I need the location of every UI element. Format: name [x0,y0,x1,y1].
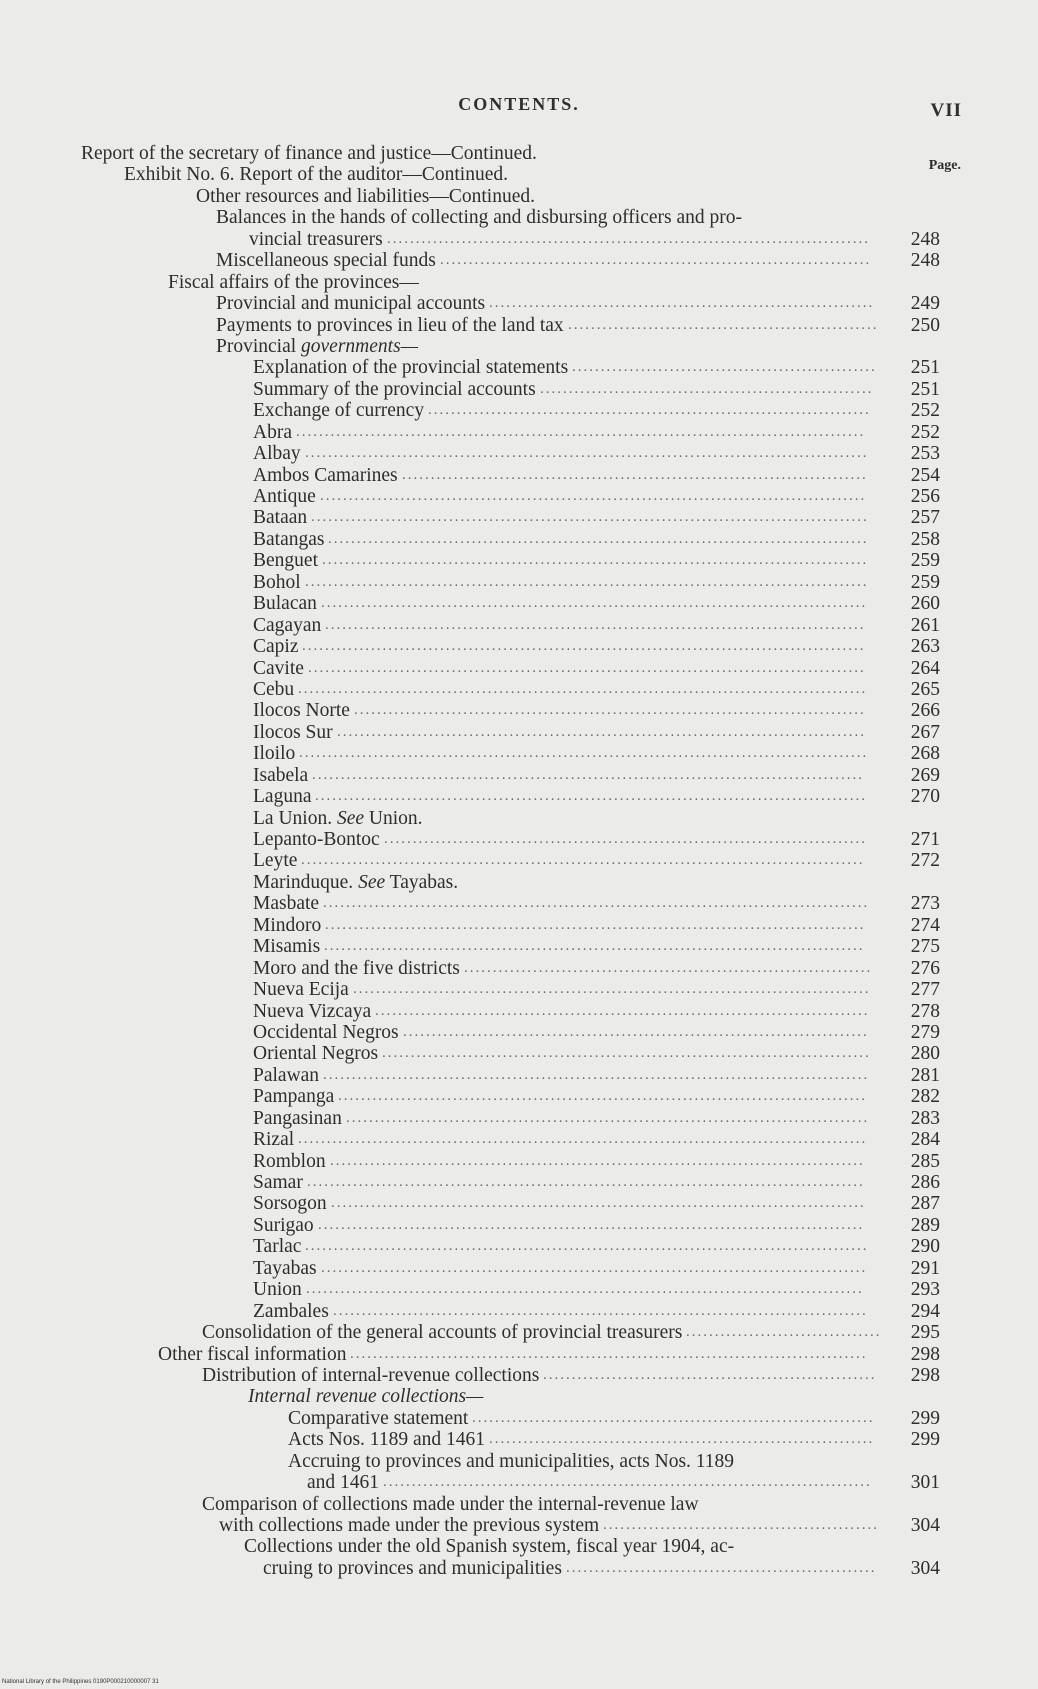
toc-entry [0,1236,1038,1257]
toc-page-number: 248 [910,250,940,272]
toc-entry [0,1151,1038,1172]
dot-leader: ................................................................... [489,1431,875,1448]
toc-entry-title: Consolidation of the general accounts of provincial treasurers [202,1322,683,1344]
toc-entry [0,486,1038,507]
dot-leader: .............................................................................................. [325,616,866,633]
toc-entry-title: Oriental Negros [253,1043,379,1065]
dot-leader: ..................................................................................... [382,1045,871,1062]
toc-page-number: 276 [910,957,940,979]
toc-entry [0,1022,1038,1043]
dot-leader: .................................................................................................. [305,445,869,462]
toc-page-number: 251 [910,378,940,400]
toc-entry [0,1129,1038,1150]
toc-entry-title [216,336,418,357]
toc-entry [0,1451,1038,1472]
toc-entry [0,229,1038,250]
toc-entry-title: vincial treasurers [249,228,383,250]
toc-entry-title: Union [253,1279,302,1301]
dot-leader: ........................................................................... [440,252,872,269]
dot-leader: .................................................................................... [387,230,870,247]
toc-page-number: 268 [910,743,940,765]
toc-page-number: 281 [910,1064,940,1086]
toc-page-number: 282 [910,1086,940,1108]
toc-entry [0,550,1038,571]
dot-leader: ............................................................................................... [323,1066,870,1083]
dot-leader: .......................................................................................... [353,981,871,998]
dot-leader: ................................................................... [489,295,875,312]
toc-entry-title: with collections made under the previous system [219,1515,600,1536]
dot-leader: ..................................................................................... [383,1474,872,1491]
toc-entry-title: Exhibit No. 6. Report of the auditor—Continued. [124,164,508,186]
toc-entry [0,679,1038,700]
toc-entry [0,958,1038,979]
toc-page-number: 270 [910,786,940,808]
see-reference: See [336,807,365,829]
toc-entry-title: Ilocos Norte [253,700,350,722]
toc-entry [0,1108,1038,1129]
toc-entry-title: Cebu [253,678,295,700]
dot-leader: ............................................................................................. [331,1195,866,1212]
toc-page-number: 259 [910,571,940,593]
toc-entry [0,1215,1038,1236]
dot-leader: .................................................................................................. [302,638,866,655]
toc-entry [0,1301,1038,1322]
toc-entry-title: Palawan [253,1064,320,1086]
toc-entry [0,1001,1038,1022]
toc-page-number: 249 [910,293,940,315]
toc-entry [0,507,1038,528]
toc-entry-main: Marinduque. [253,871,354,893]
toc-entry-title: Exchange of currency [253,400,425,422]
dot-leader: ............................................................................................... [321,595,868,612]
toc-page-number: 299 [910,1407,940,1429]
dot-leader: .................................................................................................. [305,1238,869,1255]
dot-leader: ............................................................................................... [321,1259,868,1276]
toc-entry [0,186,1038,207]
dot-leader: ................................................................................................... [298,1131,868,1148]
toc-entry-title: Romblon [253,1150,326,1172]
dot-leader: ...................................................................................... [375,1002,870,1019]
dot-leader: ............................................................................................... [320,488,867,504]
toc-entry-main: Provincial [216,335,302,357]
toc-entry-title: Rizal [253,1129,295,1151]
toc-entry-title: Masbate [253,893,320,915]
dot-leader: .............................................................................................. [328,530,869,547]
dot-leader: ............................................................................................ [337,723,866,740]
toc-entry-title: Capiz [253,636,299,658]
toc-entry-title: Mindoro [253,914,322,936]
dot-leader: ............................................................................................. [333,1302,868,1319]
toc-entry-title: Ambos Camarines [253,464,398,486]
toc-entry [0,143,1038,164]
toc-entry [0,872,1038,893]
toc-entry [0,743,1038,764]
dot-leader: ................................................................................................. [307,1174,865,1190]
toc-entry-title: Cagayan [253,614,322,636]
toc-entry [0,164,1038,185]
toc-entry [0,1193,1038,1214]
toc-entry [0,379,1038,400]
toc-entry-title: Lepanto-Bontoc [253,829,380,850]
toc-page-number: 259 [910,550,940,572]
toc-entry-title: Report of the secretary of finance and justice—Continued. [81,143,537,164]
toc-entry [0,615,1038,636]
dot-leader: .................................................................................... [384,831,867,847]
toc-entry-title: Fiscal affairs of the provinces— [168,271,419,293]
toc-entry [0,336,1038,357]
toc-entry-title: Summary of the provincial accounts [253,378,536,400]
toc-entry-title: Tarlac [253,1236,302,1258]
toc-entry [0,207,1038,228]
toc-entry [0,1515,1038,1536]
toc-entry [0,1043,1038,1064]
toc-page-number: 283 [910,1107,940,1129]
toc-entry [0,1172,1038,1193]
toc-entry-title [253,808,423,829]
toc-entry [0,400,1038,421]
dot-leader: ................................................................................................... [299,745,869,762]
toc-page-number: 250 [910,314,940,336]
toc-entry [0,315,1038,336]
toc-page-number: 299 [910,1429,940,1451]
toc-entry-title: Balances in the hands of collecting and disbursing officers and pro- [216,207,742,229]
toc-entry [0,357,1038,378]
toc-page-number: 254 [910,464,940,486]
toc-page-number: 248 [910,228,940,250]
toc-page-number: 293 [910,1279,940,1301]
toc-entry-title: Nueva Ecija [253,979,349,1001]
running-head: CONTENTS. [458,94,580,114]
toc-entry-title: Payments to provinces in lieu of the land tax [216,314,564,336]
toc-entry-title: Other resources and liabilities—Continued. [196,185,536,207]
toc-entry-title: Comparison of collections made under the internal-revenue law [202,1493,699,1515]
toc-page-number: 274 [910,914,940,936]
toc-entry-title [253,872,458,893]
toc-entry [0,1472,1038,1493]
toc-entry-title: Occidental Negros [253,1021,399,1043]
dot-leader: ..................................................... [572,359,877,376]
toc-page-number: 260 [910,593,940,615]
dot-leader: .............................................................................................. [325,916,866,933]
toc-entry-title: Cavite [253,657,304,679]
toc-entry-title: and 1461 [307,1472,380,1494]
dot-leader: .............................................................................................. [324,938,865,955]
toc-entry [0,1558,1038,1579]
toc-entry [0,572,1038,593]
dot-leader: .................................. [686,1324,882,1341]
toc-entry [0,936,1038,957]
toc-page-number: 275 [910,936,940,958]
toc-entry [0,1365,1038,1386]
toc-entry [0,1322,1038,1343]
toc-page-number: 287 [910,1193,940,1215]
toc-page-number: 278 [910,1000,940,1022]
toc-entry [0,808,1038,829]
toc-page-number: 261 [910,614,940,636]
toc-entry-title: Laguna [253,786,312,808]
toc-entry-title: Misamis [253,936,321,958]
toc-entry-title: Samar [253,1172,303,1193]
dot-leader: .......................................................... [543,1366,877,1383]
toc-entry-title: Explanation of the provincial statements [253,357,569,379]
toc-entry [0,529,1038,550]
toc-entry-tail: governments— [301,335,419,357]
toc-page-number: 285 [910,1150,940,1172]
dot-leader: .................................................................................................. [301,852,865,869]
toc-entry-title: Moro and the five districts [253,957,460,979]
toc-page-number: 286 [910,1172,940,1193]
toc-entry-title: Leyte [253,850,298,872]
toc-entry [0,1429,1038,1450]
toc-page-number: 279 [910,1021,940,1043]
toc-entry [0,1258,1038,1279]
toc-entry [0,915,1038,936]
toc-page-number: 264 [910,657,940,679]
toc-page-number: 272 [910,850,940,872]
toc-entry [0,979,1038,1000]
toc-entry-title: Pampanga [253,1086,335,1108]
dot-leader: ............................................................................................... [318,1216,865,1233]
toc-page-number: 253 [910,443,940,465]
toc-page-number: 257 [910,507,940,529]
toc-entry-title: Distribution of internal-revenue collections [202,1364,540,1386]
dot-leader: ....................................................................... [464,959,873,976]
dot-leader: ............................................................................. [428,402,871,419]
toc-entry [0,722,1038,743]
toc-entry [0,1279,1038,1300]
toc-page-number: 298 [910,1343,940,1365]
toc-entry [0,1494,1038,1515]
dot-leader: ...................................................................... [472,1409,875,1426]
toc-page-number: 269 [910,764,940,786]
toc-page-number: 265 [910,678,940,700]
toc-entry-title: Batangas [253,528,325,550]
toc-entry-title: Tayabas [253,1257,317,1279]
toc-page-number: 289 [910,1214,940,1236]
toc-entry-title: Albay [253,443,301,465]
toc-page-number: 277 [910,979,940,1001]
toc-entry-title: Iloilo [253,743,296,765]
toc-entry [0,422,1038,443]
toc-entry [0,443,1038,464]
toc-entry-title: Bataan [253,507,308,529]
dot-leader: ................................................................................................. [308,659,866,676]
dot-leader: ............................................................................................. [330,1152,865,1169]
dot-leader: ................................................................................................ [312,766,864,783]
toc-entry-title: Isabela [253,764,309,786]
toc-entry-title: Accruing to provinces and municipalities, acts Nos. 1189 [288,1450,735,1472]
toc-page-number: 273 [910,893,940,915]
see-reference-target: Tayabas. [389,871,459,893]
page-number: VII [930,100,962,121]
toc-entry [0,1086,1038,1107]
dot-leader: ........................................................................................... [346,1109,870,1126]
dot-leader: ...................................................... [566,1559,877,1576]
toc-entry [0,786,1038,807]
toc-page-number: 298 [910,1364,940,1386]
toc-entry [0,1408,1038,1429]
dot-leader: ................................................................................. [402,466,868,483]
toc-page-number: 271 [910,829,940,850]
dot-leader: ................................................ [603,1517,879,1533]
dot-leader: ......................................................................................... [354,702,866,719]
toc-entry-title: Bohol [253,571,301,593]
dot-leader: .......................................................... [540,380,874,397]
dot-leader: ............................................................................................ [338,1088,867,1105]
toc-page-number: 258 [910,528,940,550]
see-reference-target: Union. [368,807,423,829]
dot-leader: ................................................................................................. [311,509,869,526]
toc-page-number: 295 [910,1322,940,1344]
page-column-label: Page. [928,158,961,173]
toc-entry-title: Acts Nos. 1189 and 1461 [288,1429,485,1451]
toc-entry [0,1536,1038,1557]
toc-entry-title: Comparative statement [288,1407,469,1429]
toc-page-number: 280 [910,1043,940,1065]
toc-page-number: 263 [910,636,940,658]
toc-page-number: 304 [910,1515,940,1536]
toc-entry [0,465,1038,486]
dot-leader: .................................................................................................. [305,573,869,590]
toc-page-number: 291 [910,1257,940,1279]
toc-entry-title: Antique [253,486,316,507]
toc-page-number: 294 [910,1300,940,1322]
toc-entry [0,250,1038,271]
toc-page-number: 290 [910,1236,940,1258]
toc-entry-title: Miscellaneous special funds [216,250,436,272]
toc-entry-title: Ilocos Sur [253,721,333,743]
toc-entry [0,1065,1038,1086]
dot-leader: ................................................................................................. [306,1281,864,1298]
dot-leader: ................................................................................................... [296,423,866,440]
toc-page-number: 252 [910,400,940,422]
dot-leader: .......................................................................................... [350,1345,868,1362]
toc-entry-title: Abra [253,421,292,443]
toc-page-number: 284 [910,1129,940,1151]
toc-page-number: 256 [910,486,940,507]
toc-entry [0,593,1038,614]
toc-entry-title: Other fiscal information [158,1343,347,1365]
see-reference: See [358,871,386,893]
toc-entry-title: Zambales [253,1300,329,1322]
toc-page-number: 267 [910,721,940,743]
toc-entry [0,893,1038,914]
toc-entry [0,293,1038,314]
toc-entry-main: La Union. [253,807,333,829]
toc-entry-title: Sorsogon [253,1193,327,1215]
toc-entry [0,765,1038,786]
toc-entry [0,658,1038,679]
dot-leader: ............................................................................................... [322,552,869,569]
dot-leader: ............................................................................................... [323,895,870,912]
toc-entry [0,1344,1038,1365]
toc-entry-title: Internal revenue collections— [248,1386,484,1408]
toc-entry [0,272,1038,293]
toc-entry [0,1386,1038,1407]
toc-entry [0,850,1038,871]
toc-entry [0,829,1038,850]
toc-entry-title: cruing to provinces and municipalities [263,1557,562,1579]
toc-page-number: 251 [910,357,940,379]
toc-entry-title: Collections under the old Spanish system, fiscal year 1904, ac- [244,1536,735,1558]
dot-leader: ...................................................... [568,316,879,333]
toc-entry-title: Nueva Vizcaya [253,1000,372,1022]
toc-page-number: 252 [910,421,940,443]
dot-leader: ................................................................................. [403,1023,869,1040]
toc-page-number: 304 [910,1557,940,1579]
scan-footer-note: National Library of the Philippines 0190P000210000007 31 [2,1679,159,1685]
toc-page-number: 266 [910,700,940,722]
toc-entry-title: Surigao [253,1214,314,1236]
dot-leader: ................................................................................................... [298,680,868,697]
toc-entry [0,636,1038,657]
toc-entry-title: Provincial and municipal accounts [216,293,486,315]
dot-leader: ................................................................................................ [315,788,867,805]
toc-entry-title: Benguet [253,550,318,572]
table-of-contents [0,143,1038,1579]
toc-entry-title: Bulacan [253,593,317,615]
toc-entry [0,700,1038,721]
toc-page-number: 301 [910,1472,940,1494]
toc-entry-title: Pangasinan [253,1107,342,1129]
